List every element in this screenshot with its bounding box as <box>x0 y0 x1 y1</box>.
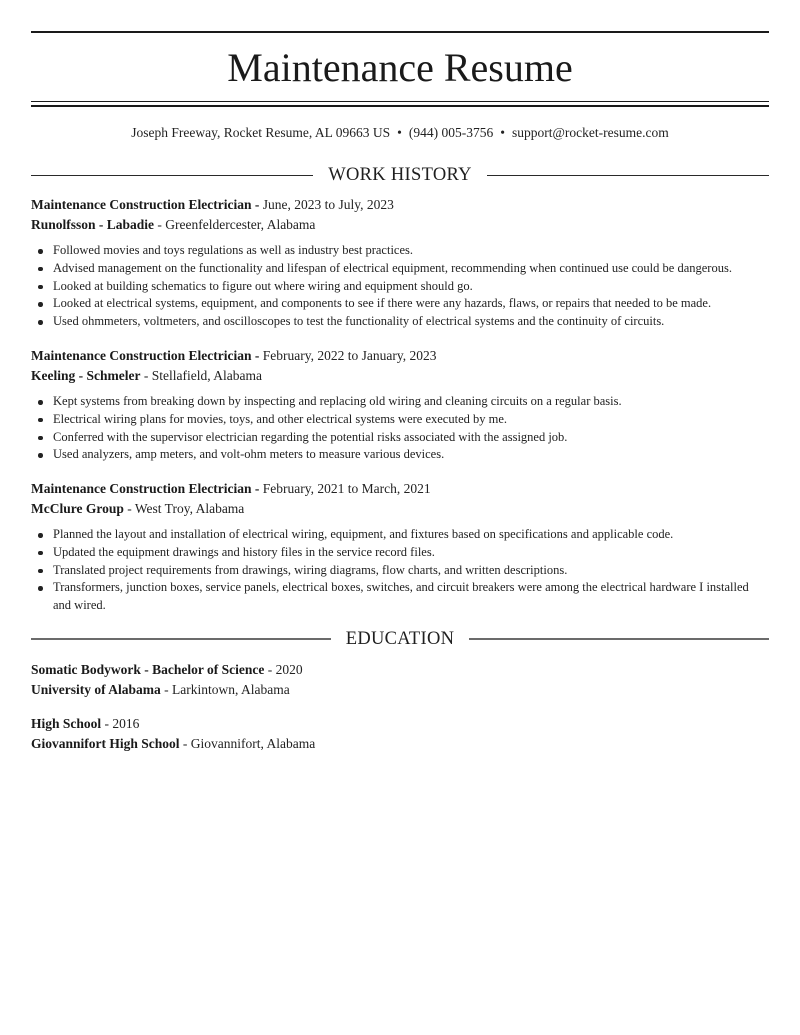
list-item: Transformers, junction boxes, service panels, electrical boxes, switches, and circuit breakers were among the electrical hardware I installed and wired. <box>53 579 769 615</box>
job-dates: February, 2021 to March, 2021 <box>262 481 431 496</box>
education-entry <box>31 714 769 754</box>
bullet-separator: • <box>397 125 402 140</box>
school-line <box>31 734 769 754</box>
graduation-year: 2016 <box>112 716 140 731</box>
list-item: Planned the layout and installation of electrical wiring, equipment, and fixtures based on specifications and applicable code. <box>53 526 769 544</box>
dash: - <box>123 501 135 516</box>
list-item: Updated the equipment drawings and history files in the service record files. <box>53 544 769 562</box>
list-item: Used analyzers, amp meters, and volt-ohm meters to measure various devices. <box>53 446 769 464</box>
section-title: WORK HISTORY <box>328 165 472 185</box>
job-bullets <box>31 526 769 615</box>
list-item: Used ohmmeters, voltmeters, and oscilloscopes to test the functionality of electrical systems and the continuity of circuits. <box>53 313 769 331</box>
page-title: Maintenance Resume <box>227 45 573 90</box>
job-title: Maintenance Construction Electrician <box>31 481 252 496</box>
degree: High School <box>31 716 102 731</box>
divider <box>31 175 313 176</box>
divider <box>469 638 769 640</box>
top-rule <box>31 31 769 33</box>
contact-address: Joseph Freeway, Rocket Resume, AL 09663 US <box>131 125 391 140</box>
list-item: Kept systems from breaking down by inspecting and replacing old wiring and cleaning circuits on a regular basis. <box>53 393 769 411</box>
graduation-year: 2020 <box>275 662 303 677</box>
dash: - <box>154 217 166 232</box>
dash: - <box>101 716 113 731</box>
contact-line <box>31 124 769 142</box>
dash: - <box>140 368 152 383</box>
school-line <box>31 680 769 700</box>
section-heading-work-history <box>31 164 769 186</box>
contact-phone: (944) 005-3756 <box>408 125 494 140</box>
job-title-line <box>31 346 769 366</box>
job-title-line <box>31 479 769 499</box>
education-entry <box>31 660 769 700</box>
dash: - <box>179 736 191 751</box>
school-location: Giovannifort, Alabama <box>190 736 316 751</box>
job-entry <box>31 195 769 331</box>
company-line <box>31 499 769 519</box>
school-name: University of Alabama <box>31 682 161 697</box>
list-item: Looked at electrical systems, equipment, and components to see if there were any hazards, flaws, or repairs that needed to be made. <box>53 295 769 313</box>
divider <box>487 175 769 176</box>
dash: - <box>251 348 263 363</box>
company-line <box>31 215 769 235</box>
company-location: West Troy, Alabama <box>134 501 245 516</box>
school-location: Larkintown, Alabama <box>172 682 290 697</box>
job-title: Maintenance Construction Electrician <box>31 348 252 363</box>
job-dates: June, 2023 to July, 2023 <box>262 197 394 212</box>
school-name: Giovannifort High School <box>31 736 180 751</box>
contact-email: support@rocket-resume.com <box>511 125 669 140</box>
list-item: Translated project requirements from drawings, wiring diagrams, flow charts, and written descriptions. <box>53 562 769 580</box>
degree-line <box>31 714 769 734</box>
list-item: Looked at building schematics to figure out where wiring and equipment should go. <box>53 278 769 296</box>
list-item: Electrical wiring plans for movies, toys, and other electrical systems were executed by me. <box>53 411 769 429</box>
company-location: Stellafield, Alabama <box>151 368 262 383</box>
section-title: EDUCATION <box>345 629 455 649</box>
company-name: Runolfsson - Labadie <box>31 217 155 232</box>
bullet-separator: • <box>500 125 505 140</box>
company-name: McClure Group <box>31 501 124 516</box>
dash: - <box>264 662 276 677</box>
dash: - <box>160 682 172 697</box>
company-location: Greenfeldercester, Alabama <box>165 217 316 232</box>
company-line <box>31 366 769 386</box>
job-title: Maintenance Construction Electrician <box>31 197 252 212</box>
title-rule-thick <box>31 105 769 107</box>
list-item: Followed movies and toys regulations as well as industry best practices. <box>53 242 769 260</box>
title-rule-thin <box>31 101 769 102</box>
divider <box>31 638 331 640</box>
job-entry <box>31 479 769 615</box>
list-item: Advised management on the functionality and lifespan of electrical equipment, recommending when continued use could be dangerous. <box>53 260 769 278</box>
list-item: Conferred with the supervisor electrician regarding the potential risks associated with the assigned job. <box>53 429 769 447</box>
section-heading-education <box>31 628 769 650</box>
job-title-line <box>31 195 769 215</box>
company-name: Keeling - Schmeler <box>31 368 141 383</box>
job-bullets <box>31 393 769 464</box>
dash: - <box>251 481 263 496</box>
job-bullets <box>31 242 769 331</box>
degree: Somatic Bodywork - Bachelor of Science <box>31 662 265 677</box>
dash: - <box>251 197 263 212</box>
job-entry <box>31 346 769 464</box>
job-dates: February, 2022 to January, 2023 <box>262 348 437 363</box>
degree-line <box>31 660 769 680</box>
